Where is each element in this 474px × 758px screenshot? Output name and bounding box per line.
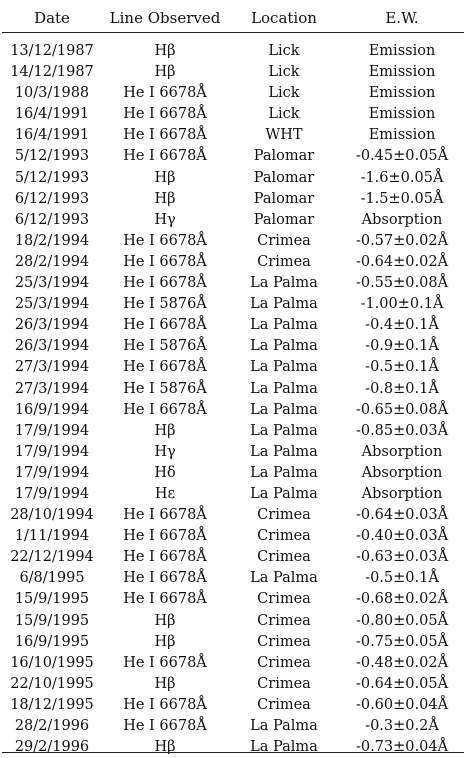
date-cell: 15/9/1995 (2, 611, 102, 632)
header-line-observed: Line Observed (102, 4, 228, 33)
date-cell: 25/3/1994 (2, 273, 102, 294)
location-cell: WHT (228, 125, 340, 146)
table-row (2, 611, 464, 632)
ew-cell: -0.85±0.03Å (340, 421, 464, 442)
date-cell: 13/12/1987 (2, 33, 102, 63)
date-cell: 16/4/1991 (2, 125, 102, 146)
date-cell: 27/3/1994 (2, 379, 102, 400)
date-cell: 14/12/1987 (2, 62, 102, 83)
ew-cell: -0.63±0.03Å (340, 547, 464, 568)
table-row (2, 484, 464, 505)
location-cell: La Palma (228, 716, 340, 737)
date-cell: 29/2/1996 (2, 737, 102, 758)
line-cell: He I 6678Å (102, 146, 228, 167)
ew-cell: -0.48±0.02Å (340, 653, 464, 674)
line-cell: He I 6678Å (102, 104, 228, 125)
ew-cell: -0.60±0.04Å (340, 695, 464, 716)
date-cell: 27/3/1994 (2, 357, 102, 378)
table-row (2, 379, 464, 400)
ew-cell: -0.9±0.1Å (340, 336, 464, 357)
table-row (2, 83, 464, 104)
line-cell: He I 6678Å (102, 547, 228, 568)
table-row (2, 189, 464, 210)
table-row (2, 315, 464, 336)
line-cell: He I 6678Å (102, 83, 228, 104)
table-row (2, 737, 464, 758)
date-cell: 5/12/1993 (2, 168, 102, 189)
location-cell: Palomar (228, 168, 340, 189)
line-cell: He I 6678Å (102, 695, 228, 716)
line-cell: Hγ (102, 442, 228, 463)
line-cell: He I 6678Å (102, 315, 228, 336)
date-cell: 25/3/1994 (2, 294, 102, 315)
ew-cell: Absorption (340, 463, 464, 484)
ew-cell: Absorption (340, 210, 464, 231)
line-cell: He I 6678Å (102, 125, 228, 146)
table-row (2, 695, 464, 716)
table-row (2, 568, 464, 589)
ew-cell: -1.00±0.1Å (340, 294, 464, 315)
line-cell: Hβ (102, 421, 228, 442)
location-cell: Lick (228, 83, 340, 104)
table-row (2, 463, 464, 484)
date-cell: 16/9/1995 (2, 632, 102, 653)
table-row (2, 168, 464, 189)
line-cell: Hε (102, 484, 228, 505)
ew-cell: -0.8±0.1Å (340, 379, 464, 400)
table-row (2, 125, 464, 146)
location-cell: Lick (228, 62, 340, 83)
location-cell: La Palma (228, 568, 340, 589)
observations-table (2, 4, 464, 758)
table-row (2, 505, 464, 526)
table-row (2, 294, 464, 315)
line-cell: He I 6678Å (102, 505, 228, 526)
line-cell: He I 6678Å (102, 589, 228, 610)
line-cell: Hγ (102, 210, 228, 231)
date-cell: 17/9/1994 (2, 484, 102, 505)
line-cell: He I 6678Å (102, 568, 228, 589)
date-cell: 16/9/1994 (2, 400, 102, 421)
location-cell: La Palma (228, 336, 340, 357)
location-cell: Crimea (228, 526, 340, 547)
line-cell: He I 5876Å (102, 294, 228, 315)
date-cell: 16/4/1991 (2, 104, 102, 125)
location-cell: La Palma (228, 400, 340, 421)
location-cell: La Palma (228, 463, 340, 484)
ew-cell: -0.45±0.05Å (340, 146, 464, 167)
line-cell: He I 6678Å (102, 231, 228, 252)
table-row (2, 589, 464, 610)
table-row (2, 104, 464, 125)
table-header (2, 4, 464, 33)
date-cell: 28/10/1994 (2, 505, 102, 526)
location-cell: Lick (228, 104, 340, 125)
line-cell: Hδ (102, 463, 228, 484)
location-cell: Crimea (228, 695, 340, 716)
ew-cell: -0.73±0.04Å (340, 737, 464, 758)
table-row (2, 526, 464, 547)
date-cell: 1/11/1994 (2, 526, 102, 547)
ew-cell: -0.3±0.2Å (340, 716, 464, 737)
table-row (2, 421, 464, 442)
date-cell: 28/2/1994 (2, 252, 102, 273)
line-cell: He I 6678Å (102, 526, 228, 547)
ew-cell: -0.75±0.05Å (340, 632, 464, 653)
location-cell: Crimea (228, 674, 340, 695)
date-cell: 17/9/1994 (2, 442, 102, 463)
ew-cell: -0.64±0.02Å (340, 252, 464, 273)
line-cell: Hβ (102, 33, 228, 63)
table-row (2, 442, 464, 463)
location-cell: La Palma (228, 357, 340, 378)
date-cell: 5/12/1993 (2, 146, 102, 167)
table-row (2, 547, 464, 568)
line-cell: He I 6678Å (102, 357, 228, 378)
location-cell: La Palma (228, 484, 340, 505)
location-cell: Crimea (228, 632, 340, 653)
date-cell: 6/8/1995 (2, 568, 102, 589)
ew-cell: -0.64±0.05Å (340, 674, 464, 695)
date-cell: 28/2/1996 (2, 716, 102, 737)
location-cell: La Palma (228, 273, 340, 294)
location-cell: Palomar (228, 146, 340, 167)
location-cell: Crimea (228, 505, 340, 526)
location-cell: Crimea (228, 611, 340, 632)
ew-cell: -0.65±0.08Å (340, 400, 464, 421)
date-cell: 6/12/1993 (2, 210, 102, 231)
header-equivalent-width: E.W. (340, 4, 464, 33)
location-cell: La Palma (228, 421, 340, 442)
date-cell: 17/9/1994 (2, 421, 102, 442)
location-cell: Crimea (228, 653, 340, 674)
table-row (2, 653, 464, 674)
table-row (2, 146, 464, 167)
location-cell: La Palma (228, 737, 340, 758)
location-cell: Palomar (228, 189, 340, 210)
ew-cell: -0.5±0.1Å (340, 568, 464, 589)
line-cell: Hβ (102, 632, 228, 653)
bottom-rule (2, 752, 464, 753)
ew-cell: -1.6±0.05Å (340, 168, 464, 189)
line-cell: He I 6678Å (102, 252, 228, 273)
header-location: Location (228, 4, 340, 33)
table-row (2, 62, 464, 83)
location-cell: Palomar (228, 210, 340, 231)
table-row (2, 273, 464, 294)
ew-cell: -0.55±0.08Å (340, 273, 464, 294)
location-cell: Crimea (228, 252, 340, 273)
line-cell: He I 6678Å (102, 400, 228, 421)
ew-cell: Emission (340, 104, 464, 125)
table-row (2, 336, 464, 357)
date-cell: 26/3/1994 (2, 315, 102, 336)
table-row (2, 632, 464, 653)
ew-cell: Emission (340, 125, 464, 146)
table-row (2, 674, 464, 695)
table-row (2, 252, 464, 273)
date-cell: 22/12/1994 (2, 547, 102, 568)
ew-cell: Emission (340, 83, 464, 104)
line-cell: Hβ (102, 189, 228, 210)
line-cell: Hβ (102, 62, 228, 83)
date-cell: 15/9/1995 (2, 589, 102, 610)
location-cell: Crimea (228, 231, 340, 252)
location-cell: La Palma (228, 294, 340, 315)
location-cell: La Palma (228, 379, 340, 400)
date-cell: 26/3/1994 (2, 336, 102, 357)
date-cell: 10/3/1988 (2, 83, 102, 104)
location-cell: Crimea (228, 589, 340, 610)
location-cell: La Palma (228, 315, 340, 336)
line-cell: He I 5876Å (102, 336, 228, 357)
ew-cell: -0.5±0.1Å (340, 357, 464, 378)
ew-cell: -0.40±0.03Å (340, 526, 464, 547)
line-cell: He I 6678Å (102, 653, 228, 674)
line-cell: He I 6678Å (102, 273, 228, 294)
date-cell: 6/12/1993 (2, 189, 102, 210)
table-body (2, 33, 464, 758)
date-cell: 17/9/1994 (2, 463, 102, 484)
line-cell: Hβ (102, 611, 228, 632)
ew-cell: -0.80±0.05Å (340, 611, 464, 632)
ew-cell: Emission (340, 33, 464, 63)
table-row (2, 33, 464, 63)
ew-cell: -0.68±0.02Å (340, 589, 464, 610)
table-row (2, 231, 464, 252)
location-cell: Crimea (228, 547, 340, 568)
ew-cell: Absorption (340, 484, 464, 505)
ew-cell: -0.57±0.02Å (340, 231, 464, 252)
line-cell: Hβ (102, 674, 228, 695)
table-row (2, 210, 464, 231)
line-cell: He I 5876Å (102, 379, 228, 400)
ew-cell: -1.5±0.05Å (340, 189, 464, 210)
table-row (2, 716, 464, 737)
location-cell: La Palma (228, 442, 340, 463)
ew-cell: -0.4±0.1Å (340, 315, 464, 336)
header-date: Date (2, 4, 102, 33)
date-cell: 18/2/1994 (2, 231, 102, 252)
date-cell: 16/10/1995 (2, 653, 102, 674)
line-cell: He I 6678Å (102, 716, 228, 737)
ew-cell: Absorption (340, 442, 464, 463)
line-cell: Hβ (102, 168, 228, 189)
ew-cell: Emission (340, 62, 464, 83)
location-cell: Lick (228, 33, 340, 63)
ew-cell: -0.64±0.03Å (340, 505, 464, 526)
date-cell: 22/10/1995 (2, 674, 102, 695)
table-row (2, 400, 464, 421)
line-cell: Hβ (102, 737, 228, 758)
header-row (2, 4, 464, 33)
table-row (2, 357, 464, 378)
date-cell: 18/12/1995 (2, 695, 102, 716)
